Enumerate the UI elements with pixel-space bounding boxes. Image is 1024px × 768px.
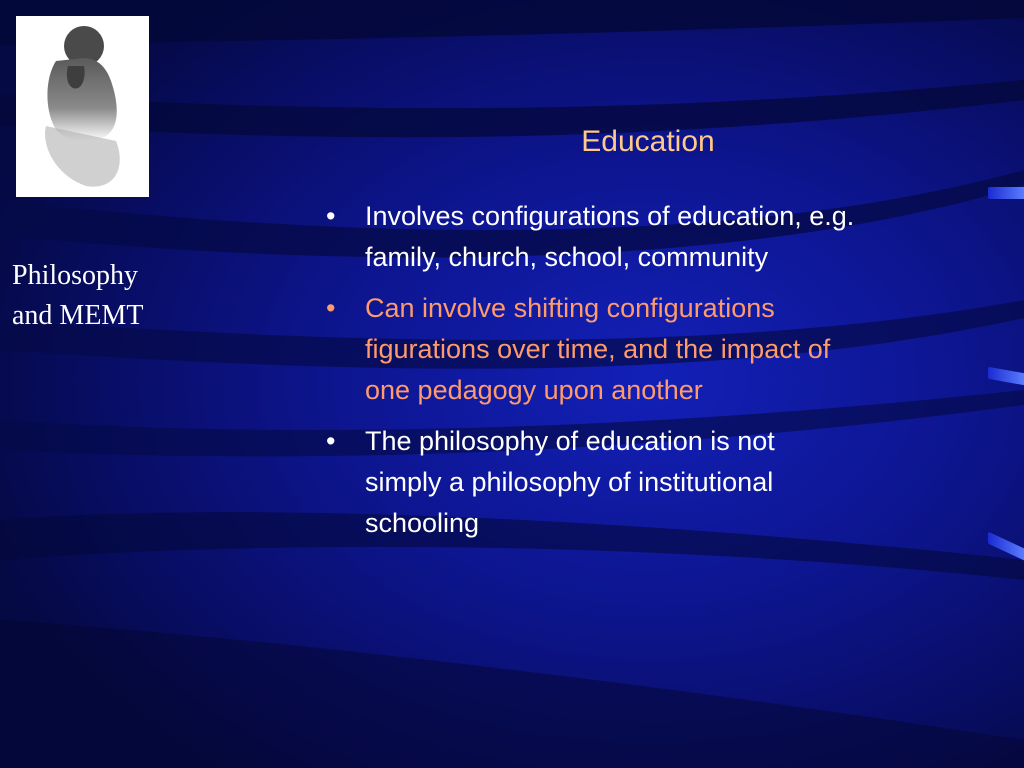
section-title-line: and MEMT (12, 300, 144, 331)
bullet-item (322, 421, 1002, 544)
bullet-text-line: Involves configurations of education, e.g. (365, 201, 855, 231)
section-title (12, 256, 192, 336)
bullet-text-line: figurations over time, and the impact of (365, 334, 831, 364)
bullet-text-line: schooling (365, 508, 480, 538)
bullet-list (322, 196, 1002, 554)
bullet-item (322, 288, 1002, 411)
bullet-item (322, 196, 1002, 278)
bullet-marker: • (326, 201, 336, 231)
slide-title: Education (581, 125, 715, 158)
bullet-text-line: Can involve shifting configurations (365, 293, 775, 323)
bullet-marker: • (326, 293, 336, 323)
bullet-text-line: The philosophy of education is not (365, 426, 775, 456)
bullet-text-line: one pedagogy upon another (365, 375, 703, 405)
bullet-marker: • (326, 426, 336, 456)
thinker-statue-image (16, 16, 149, 197)
bullet-text-line: family, church, school, community (365, 242, 769, 272)
thinker-statue-icon (16, 16, 149, 197)
bullet-text-line: simply a philosophy of institutional (365, 467, 774, 497)
section-title-line: Philosophy (12, 260, 139, 291)
